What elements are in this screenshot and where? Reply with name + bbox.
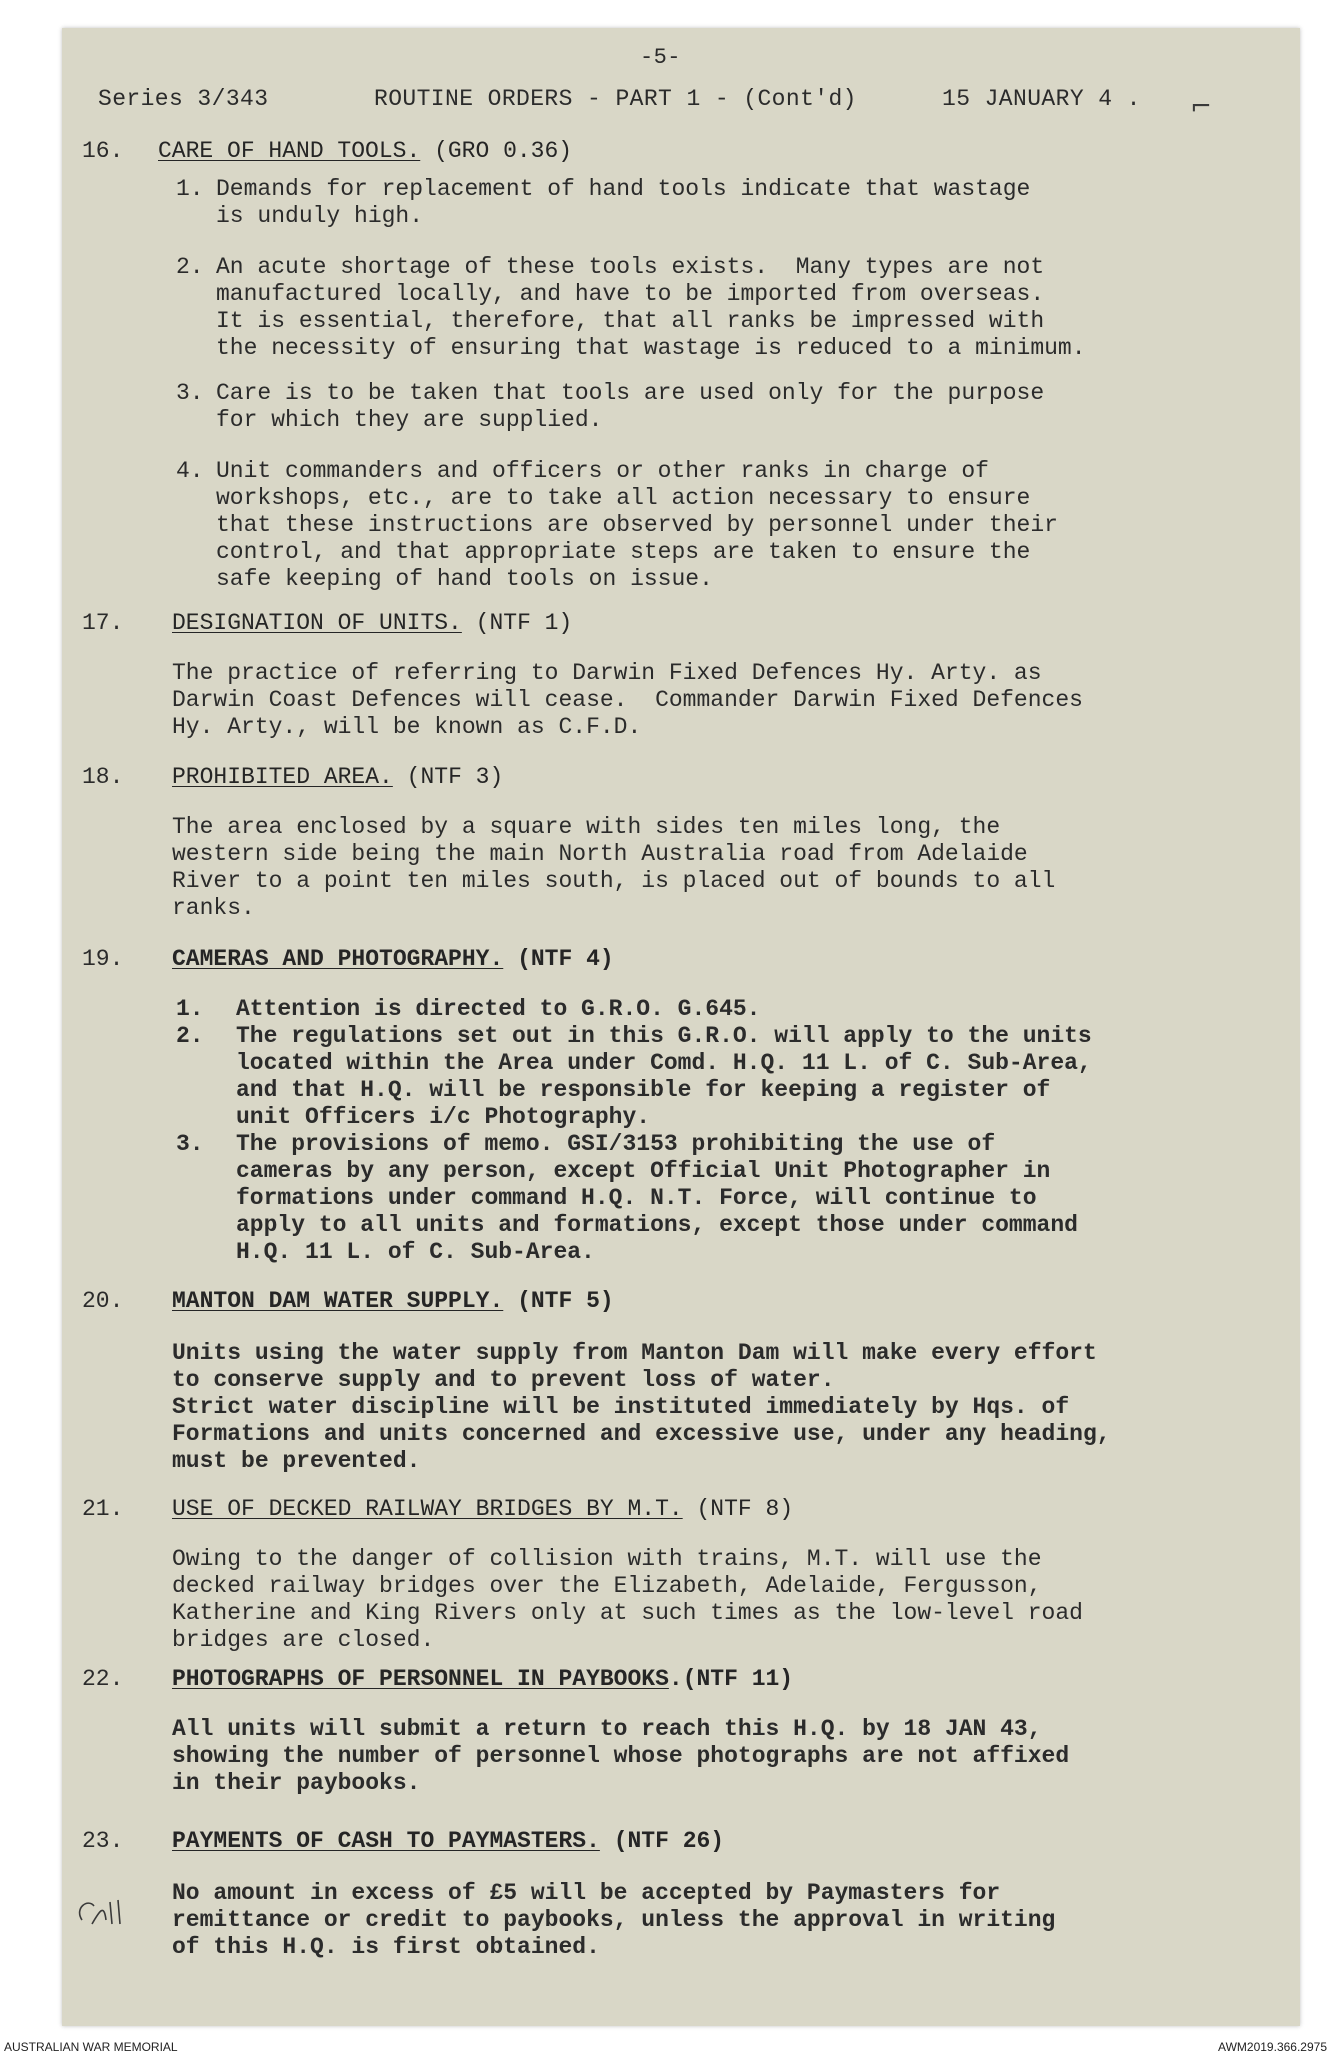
item-text: Unit commanders and officers or other ranks in charge of workshops, etc., are to take all action necessary to ensure that these instructions are observed by personnel under their control, and that appropriate steps are taken to ensure the safe keeping of hand tools on issue. bbox=[216, 458, 1058, 592]
item-number: 4. bbox=[176, 458, 204, 484]
section-text: The practice of referring to Darwin Fixed Defences Hy. Arty. as Darwin Coast Defences will cease. Commander Darwin Fixed Defences Hy. Arty., will be known as C.F.D. bbox=[172, 660, 1083, 740]
item-text: Demands for replacement of hand tools indicate that wastage is unduly high. bbox=[216, 176, 1031, 229]
section-ref: (NTF 26) bbox=[613, 1828, 725, 1854]
section-heading bbox=[172, 610, 572, 636]
section-heading bbox=[172, 1666, 793, 1692]
section-number: 23. bbox=[82, 1828, 124, 1854]
item-text: Care is to be taken that tools are used only for the purpose for which they are supplied. bbox=[216, 380, 1045, 433]
section-title: USE OF DECKED RAILWAY BRIDGES BY M.T. bbox=[172, 1496, 683, 1522]
section-number: 19. bbox=[82, 946, 124, 972]
section-number: 17. bbox=[82, 610, 124, 636]
section-title: CAMERAS AND PHOTOGRAPHY. bbox=[172, 946, 504, 972]
section-ref: .(NTF 11) bbox=[668, 1666, 794, 1692]
document-page bbox=[62, 28, 1300, 2026]
section-title: CARE OF HAND TOOLS. bbox=[158, 138, 421, 164]
corner-mark: ⌐ bbox=[1190, 92, 1212, 122]
section-ref: (NTF 1) bbox=[475, 610, 573, 636]
section-heading bbox=[172, 1828, 724, 1854]
section-number: 20. bbox=[82, 1288, 124, 1314]
archive-reference: AWM2019.366.2975 bbox=[1218, 2040, 1327, 2054]
section-title: PHOTOGRAPHS OF PERSONNEL IN PAYBOOKS bbox=[172, 1666, 669, 1692]
item-number: 1. bbox=[176, 996, 204, 1022]
item-text: The regulations set out in this G.R.O. will apply to the units located within the Area under Comd. H.Q. 11 L. of C. Sub-Area, and that H.Q. will be responsible for keeping a register of unit Officers i/c Photography. bbox=[236, 1023, 1092, 1130]
section-title: PAYMENTS OF CASH TO PAYMASTERS. bbox=[172, 1828, 600, 1854]
section-heading bbox=[158, 138, 572, 164]
section-text: All units will submit a return to reach this H.Q. by 18 JAN 43, showing the number of personnel whose photographs are not affixed in their paybooks. bbox=[172, 1716, 1070, 1796]
item-text: An acute shortage of these tools exists. Many types are not manufactured locally, and have to be imported from overseas. It is essential, therefore, that all ranks be impressed with the necessity of ensuring that wastage is reduced to a minimum. bbox=[216, 254, 1086, 361]
section-title: DESIGNATION OF UNITS. bbox=[172, 610, 462, 636]
item-number: 3. bbox=[176, 1131, 204, 1157]
section-heading bbox=[172, 946, 614, 972]
handwritten-initials-mark bbox=[70, 1890, 150, 1934]
item-number: 1. bbox=[176, 176, 204, 202]
section-text: No amount in excess of £5 will be accepted by Paymasters for remittance or credit to paybooks, unless the approval in writing of this H.Q. is first obtained. bbox=[172, 1880, 1056, 1960]
section-ref: (NTF 8) bbox=[696, 1496, 794, 1522]
series-number: Series 3/343 bbox=[98, 86, 269, 112]
section-ref: (NTF 3) bbox=[406, 764, 504, 790]
item-number: 2. bbox=[176, 254, 204, 280]
section-text: The area enclosed by a square with sides ten miles long, the western side being the main North Australia road from Adelaide River to a point ten miles south, is placed out of bounds to all ranks. bbox=[172, 814, 1056, 921]
section-heading bbox=[172, 1496, 793, 1522]
section-number: 21. bbox=[82, 1496, 124, 1522]
section-text: Units using the water supply from Manton Dam will make every effort to conserve supply and to prevent loss of water. Strict water discipline will be instituted immediately by Hqs. of Formations and units concerned and excessive use, under any heading, must be prevented. bbox=[172, 1340, 1111, 1474]
item-number: 3. bbox=[176, 380, 204, 406]
item-number: 2. bbox=[176, 1023, 204, 1049]
document-title: ROUTINE ORDERS - PART 1 - (Cont'd) bbox=[374, 86, 857, 112]
section-ref: (NTF 4) bbox=[517, 946, 614, 972]
section-title: PROHIBITED AREA. bbox=[172, 764, 393, 790]
archive-credit: AUSTRALIAN WAR MEMORIAL bbox=[4, 2040, 178, 2054]
section-ref: (NTF 5) bbox=[517, 1288, 614, 1314]
section-number: 22. bbox=[82, 1666, 124, 1692]
section-number: 18. bbox=[82, 764, 124, 790]
section-heading bbox=[172, 764, 503, 790]
section-text: Owing to the danger of collision with trains, M.T. will use the decked railway bridges over the Elizabeth, Adelaide, Fergusson, Katherine and King Rivers only at such times as the low-level road bridges are closed. bbox=[172, 1546, 1083, 1653]
section-ref: (GRO 0.36) bbox=[434, 138, 573, 164]
section-number: 16. bbox=[82, 138, 124, 164]
section-heading bbox=[172, 1288, 614, 1314]
page-number: -5- bbox=[640, 45, 681, 70]
item-text: Attention is directed to G.R.O. G.645. bbox=[236, 996, 761, 1022]
section-title: MANTON DAM WATER SUPPLY. bbox=[172, 1288, 504, 1314]
document-date: 15 JANUARY 4 . bbox=[942, 86, 1141, 112]
item-text: The provisions of memo. GSI/3153 prohibiting the use of cameras by any person, except Official Unit Photographer in formations under command H.Q. N.T. Force, will continue to apply to all units and formations, except those under command H.Q. 11 L. of C. Sub-Area. bbox=[236, 1131, 1078, 1265]
